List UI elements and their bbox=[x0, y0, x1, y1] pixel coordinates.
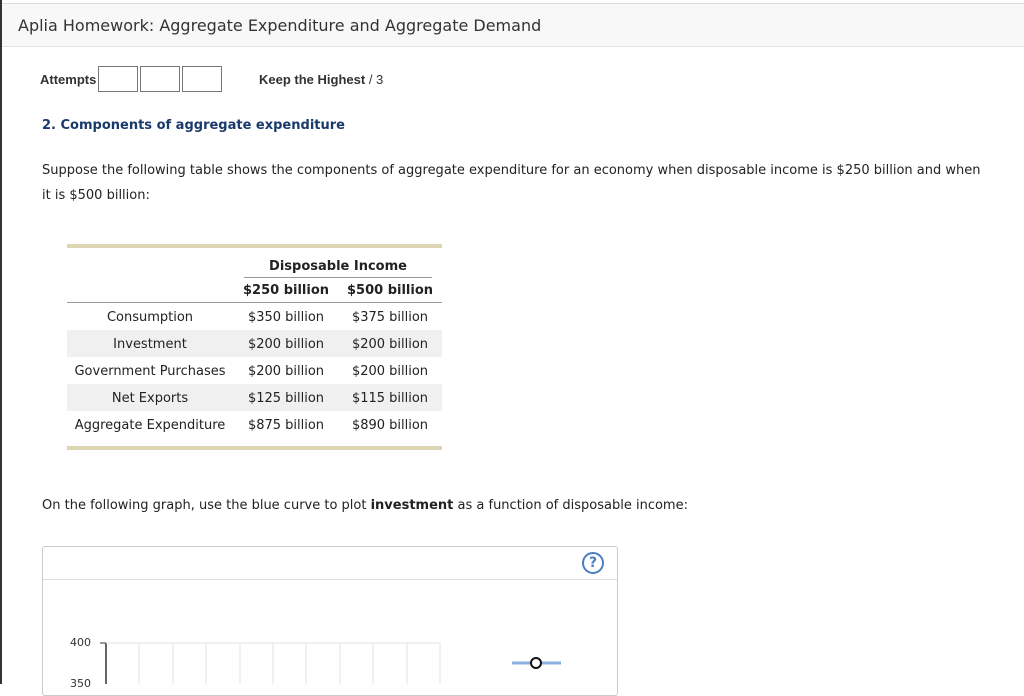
table-group-header: Disposable Income bbox=[269, 259, 407, 274]
investment-curve-point-handle[interactable] bbox=[531, 658, 541, 668]
table-cell: $350 billion bbox=[247, 310, 325, 325]
y-tick-label-400: 400 bbox=[70, 636, 91, 649]
row-label-aggregate-expenditure: Aggregate Expenditure bbox=[74, 418, 226, 433]
table-cell: $200 billion bbox=[247, 364, 325, 379]
y-tick-label-350: 350 bbox=[70, 677, 91, 690]
row-label-net-exports: Net Exports bbox=[111, 391, 189, 406]
graph-prompt-text-end: as a function of disposable income: bbox=[453, 498, 688, 513]
question-prompt: Suppose the following table shows the components of aggregate expenditure for an economy when disposable income is $250 billion and when it is $500 billion: bbox=[42, 163, 981, 203]
page-title: Aplia Homework: Aggregate Expenditure and Aggregate Demand bbox=[18, 16, 542, 35]
column-header-500: $500 billion bbox=[346, 283, 434, 298]
table-cell: $200 billion bbox=[247, 337, 325, 352]
grid-lines bbox=[106, 643, 440, 684]
table-cell: $200 billion bbox=[351, 337, 429, 352]
row-label-government-purchases: Government Purchases bbox=[74, 364, 226, 379]
graph-prompt-emphasis: investment bbox=[370, 498, 454, 513]
table-cell: $375 billion bbox=[351, 310, 429, 325]
table-cell: $200 billion bbox=[351, 364, 429, 379]
help-icon[interactable]: ? bbox=[582, 552, 604, 574]
question-title: 2. Components of aggregate expenditure bbox=[42, 118, 345, 133]
row-label-investment: Investment bbox=[113, 337, 187, 352]
row-label-consumption: Consumption bbox=[106, 310, 194, 325]
keep-highest-text: Keep the Highest bbox=[259, 72, 366, 87]
table-cell: $875 billion bbox=[247, 418, 325, 433]
investment-curve-tool[interactable] bbox=[512, 658, 561, 668]
table-cell: $125 billion bbox=[247, 391, 325, 406]
table-cell: $890 billion bbox=[351, 418, 429, 433]
table-cell: $115 billion bbox=[351, 391, 429, 406]
column-header-250: $250 billion bbox=[242, 283, 330, 298]
attempts-max: / 3 bbox=[368, 72, 384, 87]
graph-prompt-text: On the following graph, use the blue curve to plot bbox=[42, 498, 371, 513]
attempts-label: Attempts bbox=[40, 72, 97, 87]
